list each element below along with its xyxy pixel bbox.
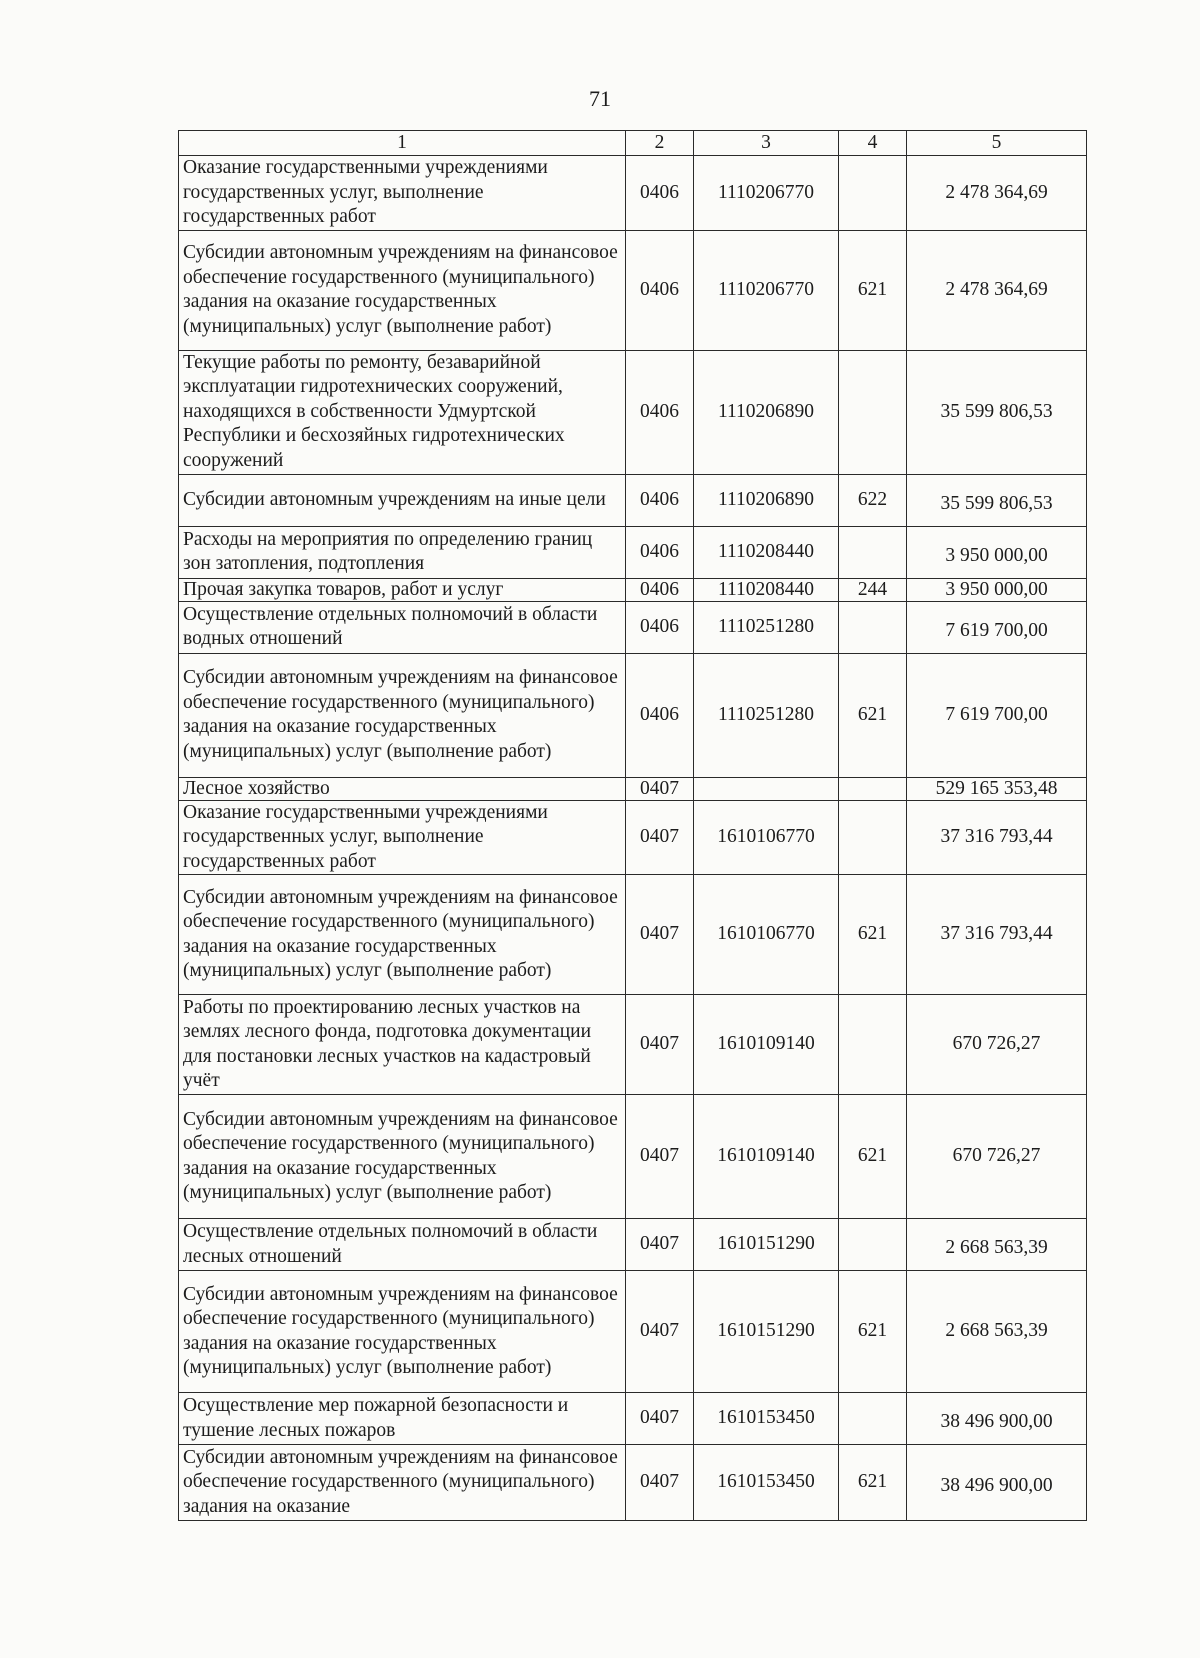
row-name: Оказание государственными учреждениями государственных услуг, выполнение государственных работ	[179, 800, 626, 875]
row-amount: 670 726,27	[907, 995, 1087, 1095]
row-section: 0406	[626, 474, 694, 526]
row-section: 0406	[626, 156, 694, 231]
row-section: 0407	[626, 1393, 694, 1445]
row-name: Субсидии автономным учреждениям на финансовое обеспечение государственного (муниципального) задания на оказание государственных (муниципальных) услуг (выполнение работ)	[179, 653, 626, 777]
row-article: 1610151290	[694, 1219, 839, 1271]
row-type: 621	[839, 1271, 907, 1393]
row-article: 1610106770	[694, 875, 839, 995]
table-row	[179, 1219, 1087, 1271]
table-row	[179, 601, 1087, 653]
row-type	[839, 601, 907, 653]
row-name: Прочая закупка товаров, работ и услуг	[179, 578, 626, 601]
table-row	[179, 1445, 1087, 1521]
row-section: 0407	[626, 777, 694, 800]
row-amount: 3 950 000,00	[907, 526, 1087, 578]
row-type	[839, 526, 907, 578]
header-col-1: 1	[179, 131, 626, 156]
row-type	[839, 777, 907, 800]
row-name: Работы по проектированию лесных участков на землях лесного фонда, подготовка документации для постановки лесных участков на кадастровый учёт	[179, 995, 626, 1095]
row-amount: 7 619 700,00	[907, 601, 1087, 653]
row-type: 621	[839, 653, 907, 777]
row-amount: 529 165 353,48	[907, 777, 1087, 800]
table-row	[179, 995, 1087, 1095]
header-row	[179, 131, 1087, 156]
table-row	[179, 1393, 1087, 1445]
header-col-5: 5	[907, 131, 1087, 156]
row-name: Субсидии автономным учреждениям на финансовое обеспечение государственного (муниципального) задания на оказание государственных (муниципальных) услуг (выполнение работ)	[179, 1095, 626, 1219]
table-row	[179, 1271, 1087, 1393]
row-article: 1610153450	[694, 1393, 839, 1445]
row-article: 1110208440	[694, 526, 839, 578]
row-name: Осуществление отдельных полномочий в области водных отношений	[179, 601, 626, 653]
row-section: 0406	[626, 526, 694, 578]
row-type	[839, 350, 907, 474]
row-name: Расходы на мероприятия по определению границ зон затопления, подтопления	[179, 526, 626, 578]
table-row	[179, 777, 1087, 800]
header-col-3: 3	[694, 131, 839, 156]
row-article	[694, 777, 839, 800]
row-section: 0407	[626, 1271, 694, 1393]
row-amount: 670 726,27	[907, 1095, 1087, 1219]
row-section: 0407	[626, 995, 694, 1095]
budget-table	[178, 130, 1087, 1521]
row-type: 621	[839, 1095, 907, 1219]
table-row	[179, 474, 1087, 526]
row-article: 1610109140	[694, 995, 839, 1095]
row-amount: 7 619 700,00	[907, 653, 1087, 777]
row-article: 1610106770	[694, 800, 839, 875]
row-section: 0406	[626, 601, 694, 653]
row-amount: 2 668 563,39	[907, 1219, 1087, 1271]
row-name: Лесное хозяйство	[179, 777, 626, 800]
row-article: 1110208440	[694, 578, 839, 601]
header-col-2: 2	[626, 131, 694, 156]
row-article: 1110206890	[694, 350, 839, 474]
row-name: Субсидии автономным учреждениям на финансовое обеспечение государственного (муниципального) задания на оказание государственных (муниципальных) услуг (выполнение работ)	[179, 230, 626, 350]
row-article: 1110206770	[694, 230, 839, 350]
row-name: Субсидии автономным учреждениям на иные цели	[179, 474, 626, 526]
row-amount: 3 950 000,00	[907, 578, 1087, 601]
row-article: 1110206890	[694, 474, 839, 526]
row-article: 1110251280	[694, 601, 839, 653]
row-section: 0406	[626, 230, 694, 350]
table-row	[179, 350, 1087, 474]
row-type: 621	[839, 1445, 907, 1521]
row-section: 0407	[626, 1445, 694, 1521]
row-type	[839, 1393, 907, 1445]
row-article: 1110206770	[694, 156, 839, 231]
row-amount: 38 496 900,00	[907, 1445, 1087, 1521]
row-amount: 37 316 793,44	[907, 875, 1087, 995]
row-amount: 2 478 364,69	[907, 156, 1087, 231]
row-section: 0407	[626, 875, 694, 995]
page-number: 71	[589, 86, 611, 111]
row-type	[839, 1219, 907, 1271]
row-section: 0406	[626, 578, 694, 601]
row-type	[839, 156, 907, 231]
row-amount: 2 668 563,39	[907, 1271, 1087, 1393]
row-article: 1610153450	[694, 1445, 839, 1521]
table-row	[179, 526, 1087, 578]
row-name: Осуществление мер пожарной безопасности и тушение лесных пожаров	[179, 1393, 626, 1445]
row-amount: 35 599 806,53	[907, 350, 1087, 474]
table-row	[179, 653, 1087, 777]
table-row	[179, 578, 1087, 601]
row-type: 621	[839, 875, 907, 995]
row-name: Текущие работы по ремонту, безаварийной эксплуатации гидротехнических сооружений, находящихся в собственности Удмуртской Республики и бесхозяйных гидротехнических сооружений	[179, 350, 626, 474]
row-amount: 2 478 364,69	[907, 230, 1087, 350]
row-article: 1610109140	[694, 1095, 839, 1219]
table-row	[179, 800, 1087, 875]
row-type: 621	[839, 230, 907, 350]
header-col-4: 4	[839, 131, 907, 156]
row-section: 0406	[626, 653, 694, 777]
row-section: 0406	[626, 350, 694, 474]
row-section: 0407	[626, 800, 694, 875]
row-section: 0407	[626, 1219, 694, 1271]
row-section: 0407	[626, 1095, 694, 1219]
row-amount: 38 496 900,00	[907, 1393, 1087, 1445]
row-name: Субсидии автономным учреждениям на финансовое обеспечение государственного (муниципального) задания на оказание государственных (муниципальных) услуг (выполнение работ)	[179, 875, 626, 995]
row-name: Субсидии автономным учреждениям на финансовое обеспечение государственного (муниципального) задания на оказание государственных (муниципальных) услуг (выполнение работ)	[179, 1271, 626, 1393]
row-article: 1110251280	[694, 653, 839, 777]
table-row	[179, 230, 1087, 350]
row-name: Осуществление отдельных полномочий в области лесных отношений	[179, 1219, 626, 1271]
row-name: Оказание государственными учреждениями государственных услуг, выполнение государственных работ	[179, 156, 626, 231]
row-type: 622	[839, 474, 907, 526]
row-amount: 37 316 793,44	[907, 800, 1087, 875]
table-row	[179, 875, 1087, 995]
row-name: Субсидии автономным учреждениям на финансовое обеспечение государственного (муниципального) задания на оказание	[179, 1445, 626, 1521]
row-amount: 35 599 806,53	[907, 474, 1087, 526]
table-row	[179, 1095, 1087, 1219]
row-type	[839, 995, 907, 1095]
row-type	[839, 800, 907, 875]
row-type: 244	[839, 578, 907, 601]
row-article: 1610151290	[694, 1271, 839, 1393]
table-row	[179, 156, 1087, 231]
